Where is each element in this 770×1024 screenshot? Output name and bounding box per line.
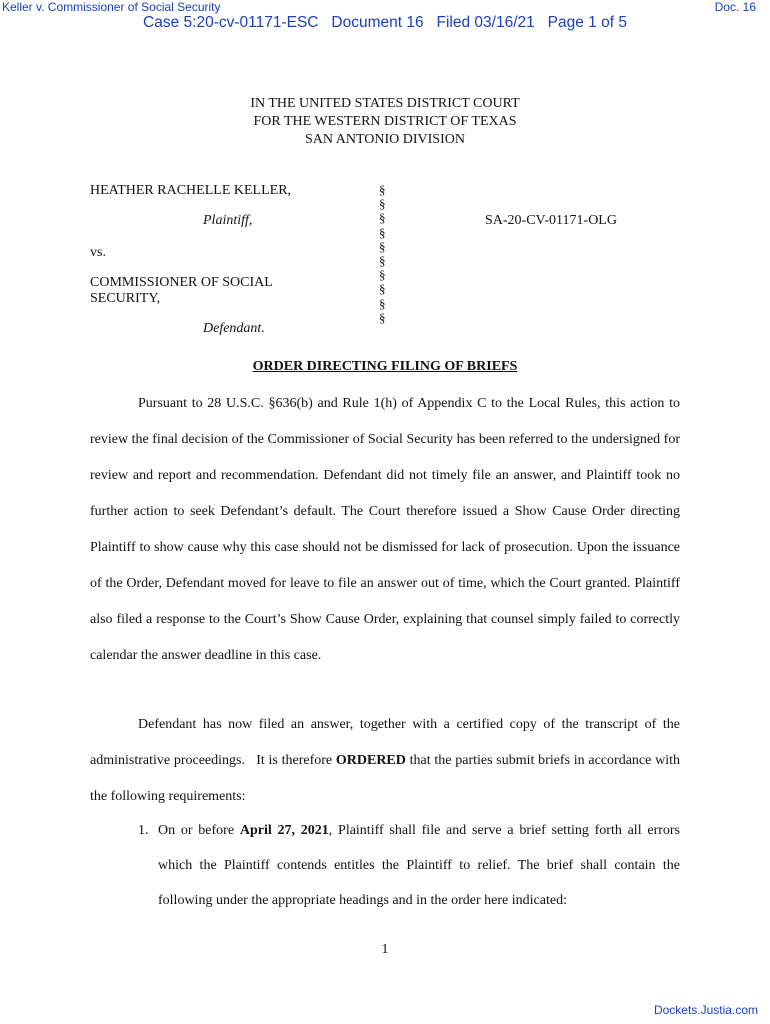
defendant-name-line-2: SECURITY, <box>90 291 161 306</box>
court-heading <box>0 95 770 149</box>
footer-source-link[interactable]: Dockets.Justia.com <box>653 1003 758 1017</box>
defendant-name-line-1: COMMISSIONER OF SOCIAL <box>90 275 273 290</box>
court-line-3: SAN ANTONIO DIVISION <box>305 132 465 147</box>
page-number: 1 <box>381 942 389 957</box>
section-symbol: § <box>379 252 386 268</box>
header-doc-number[interactable]: Doc. 16 <box>714 0 756 14</box>
item-number: 1. <box>138 823 149 838</box>
court-line-1: IN THE UNITED STATES DISTRICT COURT <box>250 96 520 111</box>
item-1-after: , Plaintiff shall file and serve a brief setting forth all errors which the Plaintiff contends entitles the Plaintiff to relief. The brief shall contain the following under the appropriate headings and in the order here indicated: <box>158 823 681 908</box>
paragraph-2-after: that the parties submit briefs in accordance with the following requirements: <box>90 753 680 804</box>
section-symbol: § <box>379 267 386 283</box>
plaintiff-role: Plaintiff, <box>203 213 253 228</box>
header-document-title[interactable]: Keller v. Commissioner of Social Security <box>2 0 221 14</box>
versus-label: vs. <box>90 245 106 260</box>
paragraph-2 <box>90 707 684 815</box>
section-symbol-column <box>379 183 386 325</box>
section-symbol: § <box>379 210 386 226</box>
deadline-date: April 27, 2021 <box>239 823 329 838</box>
section-symbol: § <box>379 295 386 311</box>
section-symbol: § <box>379 281 386 297</box>
ordered-emphasis: ORDERED <box>335 753 406 768</box>
case-number: SA-20-CV-01171-OLG <box>485 213 617 228</box>
paragraph-1-text: Pursuant to 28 U.S.C. §636(b) and Rule 1(h) of Appendix C to the Local Rules, this action to review the final decision of the Commissioner of Social Security has been referred to the undersigned for review and report and recommendation. Defendant did not timely file an answer, and Plaintiff took no further action to seek Defendant’s default. The Court therefore issued a Show Cause Order directing Plaintiff to show cause why this case should not be dismissed for lack of prosecution. Upon the issuance of the Order, Defendant moved for leave to file an answer out of time, which the Court granted. Plaintiff also filed a response to the Court’s Show Cause Order, explaining that counsel simply failed to correctly calendar the answer deadline in this case. <box>90 396 680 663</box>
item-1-text <box>158 813 680 918</box>
paragraph-1 <box>90 386 680 674</box>
numbered-item-1 <box>138 813 680 918</box>
section-symbol: § <box>379 182 386 197</box>
paragraph-2-text <box>90 707 684 815</box>
case-header-line: Case 5:20-cv-01171-ESC Document 16 Filed 03/16/21 Page 1 of 5 <box>143 14 627 31</box>
defendant-role: Defendant. <box>203 321 265 336</box>
item-1-before: On or before <box>158 823 240 838</box>
section-symbol: § <box>379 224 386 240</box>
plaintiff-name: HEATHER RACHELLE KELLER, <box>90 183 292 198</box>
section-symbol: § <box>379 238 386 254</box>
section-symbol: § <box>379 309 386 325</box>
paragraph-2-before: Defendant has now filed an answer, together with a certified copy of the transcript of the administrative proceedings. It is therefore <box>90 717 684 768</box>
order-title: ORDER DIRECTING FILING OF BRIEFS <box>252 359 518 374</box>
court-line-2: FOR THE WESTERN DISTRICT OF TEXAS <box>253 114 517 129</box>
section-symbol: § <box>379 196 386 212</box>
